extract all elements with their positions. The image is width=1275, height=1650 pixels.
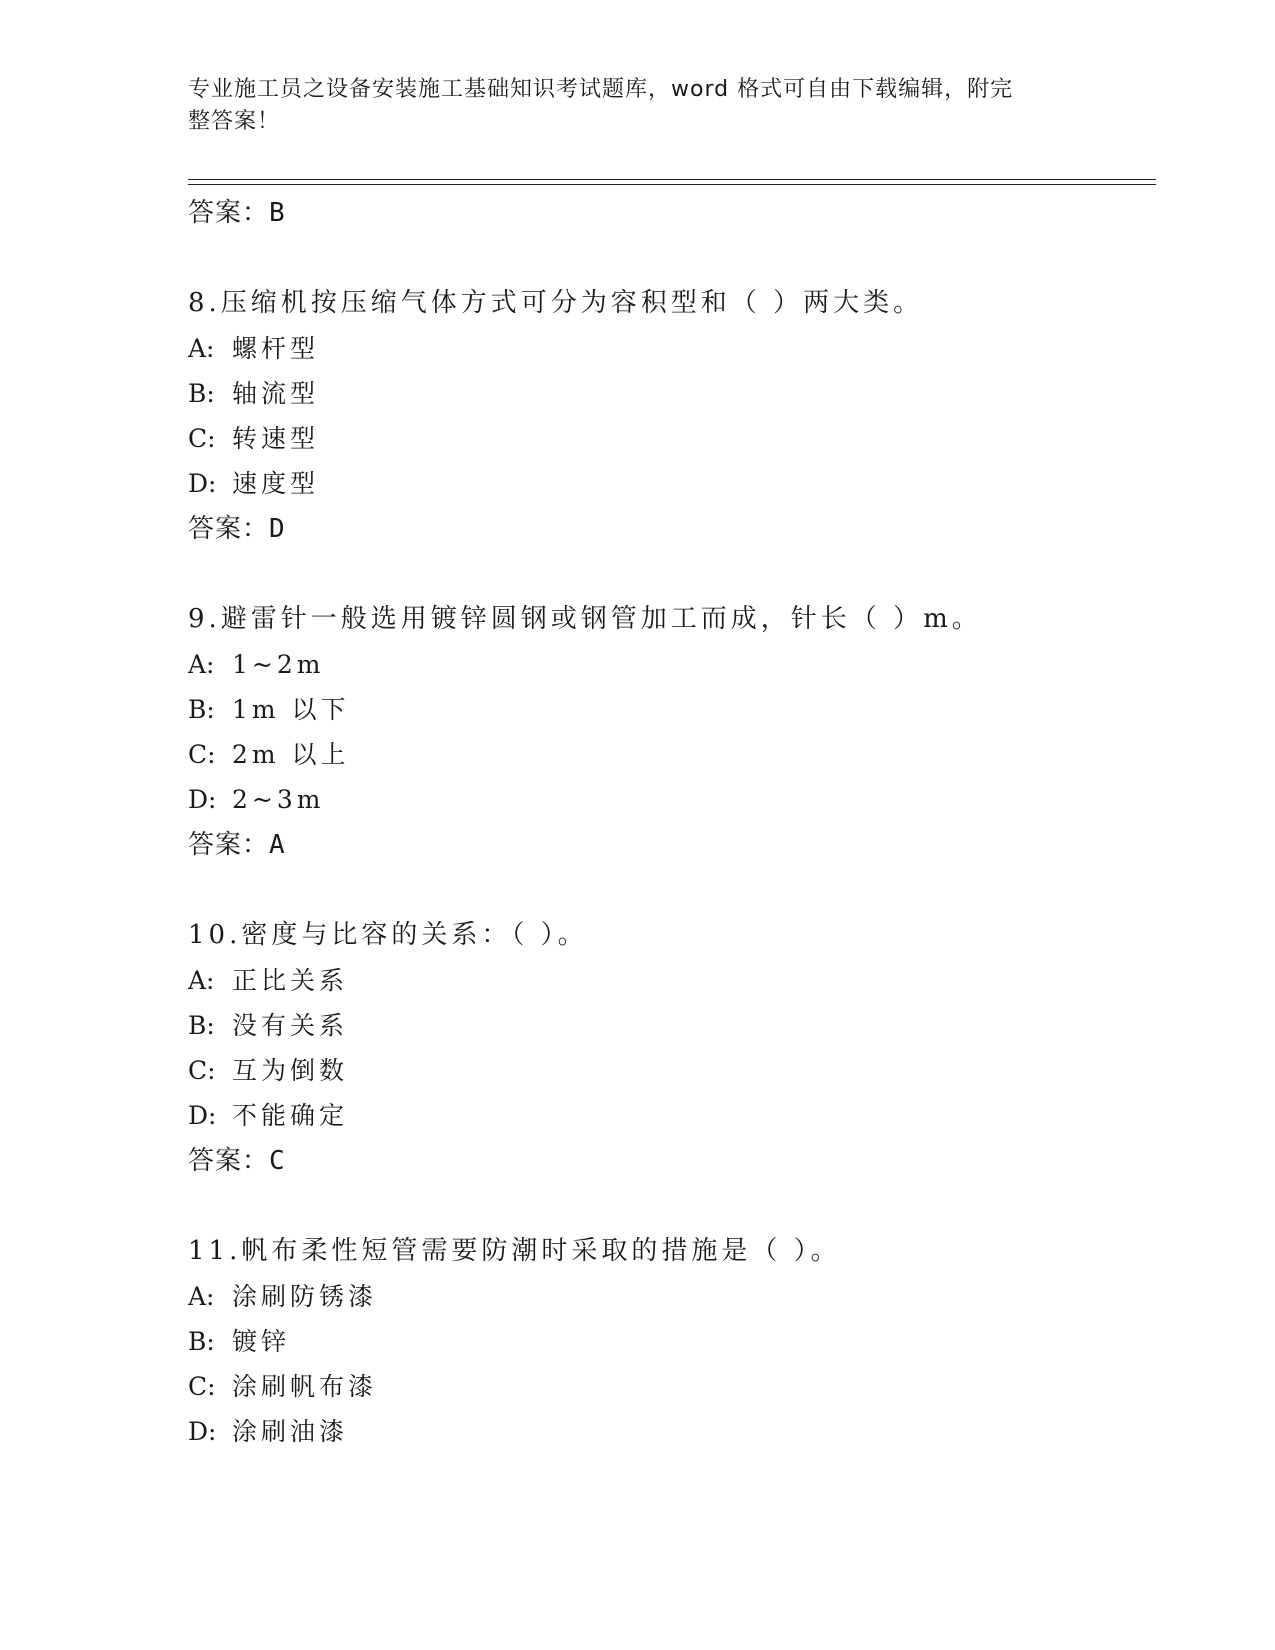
answer-line xyxy=(188,506,1156,552)
option-c xyxy=(188,732,1156,777)
answer-value: C xyxy=(269,1146,286,1176)
document-header xyxy=(188,74,1068,138)
option-text: 转速型 xyxy=(232,424,320,453)
option-text: 镀锌 xyxy=(232,1327,291,1356)
option-c xyxy=(188,416,1156,461)
answer-label: 答案： xyxy=(188,830,270,860)
option-text: 互为倒数 xyxy=(232,1056,349,1085)
option-text: 速度型 xyxy=(232,469,320,498)
answer-value: B xyxy=(269,198,286,228)
answer-label: 答案： xyxy=(188,514,270,544)
option-text: 2m 以上 xyxy=(232,740,350,769)
question-stem: 11.帆布柔性短管需要防潮时采取的措施是（ ）。 xyxy=(188,1236,841,1266)
option-letter: C: xyxy=(188,1372,216,1401)
question-stem: 8.压缩机按压缩气体方式可分为容积型和（ ）两大类。 xyxy=(188,288,924,318)
option-text: 不能确定 xyxy=(232,1101,349,1130)
option-a xyxy=(188,642,1156,687)
option-text: 2~3m xyxy=(232,785,325,814)
option-b xyxy=(188,687,1156,732)
option-b xyxy=(188,1319,1156,1364)
option-letter: D: xyxy=(188,1101,217,1130)
option-text: 1m 以下 xyxy=(232,695,350,724)
option-letter: B: xyxy=(188,695,215,724)
option-letter: A: xyxy=(188,334,215,363)
question-list xyxy=(188,190,1156,1454)
option-letter: C: xyxy=(188,1056,216,1085)
header-line-2: 整答案！ xyxy=(188,109,281,134)
option-letter: D: xyxy=(188,469,217,498)
option-letter: C: xyxy=(188,424,216,453)
header-line-1: 专业施工员之设备安装施工基础知识考试题库，word 格式可自由下载编辑，附完 xyxy=(188,77,1014,102)
answer-line xyxy=(188,822,1156,868)
option-a xyxy=(188,1274,1156,1319)
option-letter: A: xyxy=(188,650,215,679)
option-d xyxy=(188,777,1156,822)
option-letter: D: xyxy=(188,1417,217,1446)
option-letter: B: xyxy=(188,379,215,408)
option-text: 正比关系 xyxy=(232,966,349,995)
question-item xyxy=(188,1228,1156,1454)
option-letter: C: xyxy=(188,740,216,769)
option-letter: A: xyxy=(188,1282,215,1311)
option-b xyxy=(188,1003,1156,1048)
question-stem: 10.密度与比容的关系：（ ）。 xyxy=(188,920,588,950)
question-item xyxy=(188,596,1156,868)
option-letter: A: xyxy=(188,966,215,995)
answer-line xyxy=(188,1138,1156,1184)
answer-line xyxy=(188,190,1156,236)
header-divider-top xyxy=(188,179,1156,180)
header-divider-bottom xyxy=(188,184,1156,185)
answer-value: D xyxy=(269,514,286,544)
option-d xyxy=(188,461,1156,506)
option-c xyxy=(188,1364,1156,1409)
option-letter: D: xyxy=(188,785,217,814)
option-text: 1~2m xyxy=(232,650,325,679)
option-text: 轴流型 xyxy=(232,379,320,408)
option-d xyxy=(188,1093,1156,1138)
option-letter: B: xyxy=(188,1327,215,1356)
question-stem: 9.避雷针一般选用镀锌圆钢或钢管加工而成，针长（ ）m。 xyxy=(188,604,982,634)
option-d xyxy=(188,1409,1156,1454)
option-a xyxy=(188,326,1156,371)
option-b xyxy=(188,371,1156,416)
option-text: 涂刷防锈漆 xyxy=(232,1282,378,1311)
answer-label: 答案： xyxy=(188,1146,270,1176)
answer-label: 答案： xyxy=(188,198,270,228)
answer-value: A xyxy=(269,830,286,860)
option-letter: B: xyxy=(188,1011,215,1040)
option-text: 涂刷油漆 xyxy=(232,1417,349,1446)
option-text: 涂刷帆布漆 xyxy=(232,1372,378,1401)
option-text: 没有关系 xyxy=(232,1011,349,1040)
option-text: 螺杆型 xyxy=(232,334,320,363)
question-item xyxy=(188,280,1156,552)
option-c xyxy=(188,1048,1156,1093)
question-item xyxy=(188,912,1156,1184)
option-a xyxy=(188,958,1156,1003)
